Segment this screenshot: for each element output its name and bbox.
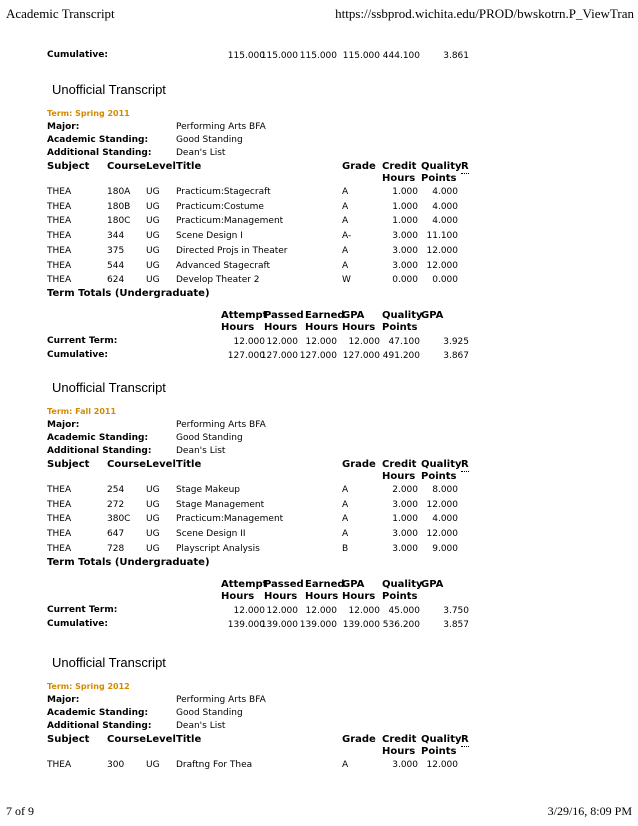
level-header: Level — [146, 459, 176, 470]
course-number: 254 — [107, 485, 125, 495]
title-header: Title — [176, 734, 202, 745]
earned-hours-header: Earned Hours — [305, 578, 345, 602]
course-number: 180C — [107, 216, 131, 227]
major-value: Performing Arts BFA — [176, 695, 266, 705]
course-quality-points: 12.000 — [426, 529, 458, 540]
course-level: UG — [146, 245, 160, 256]
cumulative-value: 491.200 — [382, 350, 420, 361]
course-level: UG — [146, 260, 160, 271]
academic-standing-label: Academic Standing: — [47, 135, 149, 145]
course-level: UG — [146, 514, 160, 525]
course-number: 344 — [107, 231, 125, 242]
course-header: Course — [107, 459, 146, 470]
current-term-value: 12.000 — [305, 605, 337, 616]
grade-header: Grade — [342, 459, 376, 470]
current-term-value: 12.000 — [233, 336, 265, 347]
cumulative-value: 127.000 — [299, 350, 337, 361]
gpa-hours-header: GPA Hours — [342, 309, 376, 333]
course-title: Stage Makeup — [176, 485, 240, 495]
grade-header: Grade — [342, 161, 376, 172]
course-number: 375 — [107, 245, 125, 256]
course-quality-points: 0.000 — [432, 275, 458, 286]
course-quality-points: 12.000 — [426, 760, 458, 770]
course-number: 624 — [107, 275, 125, 286]
current-term-value: 12.000 — [348, 605, 380, 616]
course-level: UG — [146, 187, 160, 197]
course-credit-hours: 1.000 — [392, 201, 418, 212]
course-subject: THEA — [47, 543, 72, 554]
top-cumulative-value: 115.000 — [260, 51, 298, 61]
additional-standing-value: Dean's List — [176, 446, 226, 456]
course-title: Draftng For Thea — [176, 760, 253, 770]
title-header: Title — [176, 161, 202, 172]
course-number: 272 — [107, 499, 125, 510]
top-cumulative-value: 115.000 — [227, 51, 265, 61]
course-grade: A — [342, 216, 349, 227]
course-subject: THEA — [47, 245, 72, 256]
course-grade: A — [342, 529, 349, 540]
additional-standing-label: Additional Standing: — [47, 148, 152, 158]
course-grade: A — [342, 760, 349, 770]
repeat-header: R — [461, 161, 469, 172]
term-totals-heading: Term Totals (Undergraduate) — [47, 556, 210, 568]
course-level: UG — [146, 275, 160, 286]
course-number: 380C — [107, 514, 131, 525]
course-level: UG — [146, 529, 160, 540]
quality-points-header: Quality Points — [421, 734, 462, 757]
major-label: Major: — [47, 695, 80, 705]
top-cumulative-value: 3.861 — [443, 51, 469, 61]
course-subject: THEA — [47, 201, 72, 212]
credit-hours-header: Credit Hours — [382, 161, 417, 184]
course-quality-points: 4.000 — [432, 187, 458, 197]
course-title: Scene Design I — [176, 231, 243, 242]
current-term-label: Current Term: — [47, 335, 118, 346]
cumulative-label: Cumulative: — [47, 349, 108, 360]
repeat-header: R — [461, 734, 469, 745]
academic-standing-value: Good Standing — [176, 708, 243, 718]
course-quality-points: 4.000 — [432, 514, 458, 525]
course-subject: THEA — [47, 529, 72, 540]
course-grade: A — [342, 245, 349, 256]
browser-print-title: Academic Transcript — [6, 6, 115, 21]
credit-hours-header: Credit Hours — [382, 459, 417, 482]
browser-print-url: https://ssbprod.wichita.edu/PROD/bwskotrn.P_ViewTran — [335, 6, 634, 21]
course-subject: THEA — [47, 514, 72, 525]
unofficial-transcript-title: Unofficial Transcript — [52, 380, 166, 395]
passed-hours-header: Passed Hours — [264, 309, 304, 333]
course-grade: A — [342, 187, 349, 197]
course-subject: THEA — [47, 260, 72, 271]
course-quality-points: 4.000 — [432, 216, 458, 227]
current-term-value: 47.100 — [388, 336, 420, 347]
attempt-hours-header: Attempt Hours — [221, 309, 268, 333]
major-label: Major: — [47, 420, 80, 430]
course-credit-hours: 0.000 — [392, 275, 418, 286]
repeat-header: R — [461, 459, 469, 470]
course-title: Practicum:Costume — [176, 201, 264, 212]
course-level: UG — [146, 201, 160, 212]
course-title: Advanced Stagecraft — [176, 260, 271, 271]
course-quality-points: 4.000 — [432, 201, 458, 212]
page-number: 7 of 9 — [6, 804, 34, 818]
current-term-value: 12.000 — [266, 605, 298, 616]
major-value: Performing Arts BFA — [176, 420, 266, 430]
course-quality-points: 12.000 — [426, 245, 458, 256]
course-grade: A — [342, 201, 349, 212]
course-grade: W — [342, 275, 351, 286]
term-heading: Term: Spring 2012 — [47, 682, 130, 691]
gpa-hours-header: GPA Hours — [342, 578, 376, 602]
course-header: Course — [107, 734, 146, 745]
current-term-value: 12.000 — [305, 336, 337, 347]
additional-standing-value: Dean's List — [176, 721, 226, 731]
course-grade: A — [342, 499, 349, 510]
academic-standing-value: Good Standing — [176, 433, 243, 443]
academic-standing-value: Good Standing — [176, 135, 243, 145]
term-heading: Term: Spring 2011 — [47, 109, 130, 118]
cumulative-value: 536.200 — [382, 619, 420, 630]
course-level: UG — [146, 485, 160, 495]
course-level: UG — [146, 231, 160, 242]
top-cumulative-value: 115.000 — [299, 51, 337, 61]
course-level: UG — [146, 216, 160, 227]
additional-standing-label: Additional Standing: — [47, 721, 152, 731]
level-header: Level — [146, 161, 176, 172]
course-credit-hours: 3.000 — [392, 245, 418, 256]
course-title: Practicum:Management — [176, 216, 284, 227]
course-credit-hours: 1.000 — [392, 187, 418, 197]
totals-quality-points-header: Quality Points — [382, 578, 423, 602]
course-title: Stage Management — [176, 499, 265, 510]
course-subject: THEA — [47, 216, 72, 227]
course-number: 544 — [107, 260, 125, 271]
subject-header: Subject — [47, 459, 90, 470]
current-term-value: 3.750 — [443, 605, 469, 616]
course-level: UG — [146, 760, 160, 770]
course-credit-hours: 2.000 — [392, 485, 418, 495]
course-number: 647 — [107, 529, 125, 540]
current-term-value: 3.925 — [443, 336, 469, 347]
academic-standing-label: Academic Standing: — [47, 708, 149, 718]
course-subject: THEA — [47, 485, 72, 495]
course-title: Practicum:Management — [176, 514, 284, 525]
course-title: Develop Theater 2 — [176, 275, 260, 286]
major-label: Major: — [47, 122, 80, 132]
cumulative-value: 127.000 — [260, 350, 298, 361]
course-title: Scene Design II — [176, 529, 246, 540]
gpa-header: GPA — [421, 578, 444, 590]
totals-quality-points-header: Quality Points — [382, 309, 423, 333]
course-credit-hours: 3.000 — [392, 260, 418, 271]
academic-standing-label: Academic Standing: — [47, 433, 149, 443]
level-header: Level — [146, 734, 176, 745]
term-heading: Term: Fall 2011 — [47, 407, 117, 416]
course-grade: A- — [342, 231, 352, 242]
course-number: 180A — [107, 187, 131, 197]
cumulative-label: Cumulative: — [47, 618, 108, 629]
cumulative-value: 139.000 — [342, 619, 380, 630]
course-quality-points: 12.000 — [426, 499, 458, 510]
subject-header: Subject — [47, 734, 90, 745]
print-datetime: 3/29/16, 8:09 PM — [547, 804, 632, 818]
attempt-hours-header: Attempt Hours — [221, 578, 268, 602]
course-header: Course — [107, 161, 146, 172]
course-title: Playscript Analysis — [176, 543, 260, 554]
course-number: 728 — [107, 543, 125, 554]
cumulative-value: 139.000 — [299, 619, 337, 630]
cumulative-value: 127.000 — [227, 350, 265, 361]
course-subject: THEA — [47, 499, 72, 510]
course-credit-hours: 3.000 — [392, 529, 418, 540]
course-grade: B — [342, 543, 349, 554]
top-cumulative-value: 444.100 — [382, 51, 420, 61]
course-credit-hours: 3.000 — [392, 231, 418, 242]
course-quality-points: 12.000 — [426, 260, 458, 271]
top-cumulative-value: 115.000 — [342, 51, 380, 61]
course-credit-hours: 3.000 — [392, 499, 418, 510]
term-totals-heading: Term Totals (Undergraduate) — [47, 287, 210, 299]
cumulative-value: 127.000 — [342, 350, 380, 361]
course-grade: A — [342, 514, 349, 525]
current-term-value: 12.000 — [348, 336, 380, 347]
major-value: Performing Arts BFA — [176, 122, 266, 132]
quality-points-header: Quality Points — [421, 459, 462, 482]
current-term-value: 12.000 — [266, 336, 298, 347]
top-cumulative-label: Cumulative: — [47, 50, 108, 60]
course-credit-hours: 1.000 — [392, 514, 418, 525]
course-title: Directed Projs in Theater — [176, 245, 288, 256]
unofficial-transcript-title: Unofficial Transcript — [52, 82, 166, 97]
cumulative-value: 3.857 — [443, 619, 469, 630]
cumulative-value: 139.000 — [227, 619, 265, 630]
course-quality-points: 11.100 — [426, 231, 458, 242]
course-level: UG — [146, 499, 160, 510]
course-number: 180B — [107, 201, 131, 212]
cumulative-value: 139.000 — [260, 619, 298, 630]
course-number: 300 — [107, 760, 125, 770]
course-grade: A — [342, 485, 349, 495]
subject-header: Subject — [47, 161, 90, 172]
passed-hours-header: Passed Hours — [264, 578, 304, 602]
course-credit-hours: 3.000 — [392, 760, 418, 770]
course-quality-points: 9.000 — [432, 543, 458, 554]
earned-hours-header: Earned Hours — [305, 309, 345, 333]
course-title: Practicum:Stagecraft — [176, 187, 271, 197]
course-subject: THEA — [47, 275, 72, 286]
title-header: Title — [176, 459, 202, 470]
current-term-label: Current Term: — [47, 604, 118, 615]
current-term-value: 12.000 — [233, 605, 265, 616]
additional-standing-value: Dean's List — [176, 148, 226, 158]
course-subject: THEA — [47, 231, 72, 242]
unofficial-transcript-title: Unofficial Transcript — [52, 655, 166, 670]
current-term-value: 45.000 — [388, 605, 420, 616]
course-quality-points: 8.000 — [432, 485, 458, 495]
course-credit-hours: 1.000 — [392, 216, 418, 227]
grade-header: Grade — [342, 734, 376, 745]
credit-hours-header: Credit Hours — [382, 734, 417, 757]
cumulative-value: 3.867 — [443, 350, 469, 361]
additional-standing-label: Additional Standing: — [47, 446, 152, 456]
course-grade: A — [342, 260, 349, 271]
quality-points-header: Quality Points — [421, 161, 462, 184]
course-level: UG — [146, 543, 160, 554]
gpa-header: GPA — [421, 309, 444, 321]
course-subject: THEA — [47, 760, 72, 770]
course-subject: THEA — [47, 187, 72, 197]
course-credit-hours: 3.000 — [392, 543, 418, 554]
